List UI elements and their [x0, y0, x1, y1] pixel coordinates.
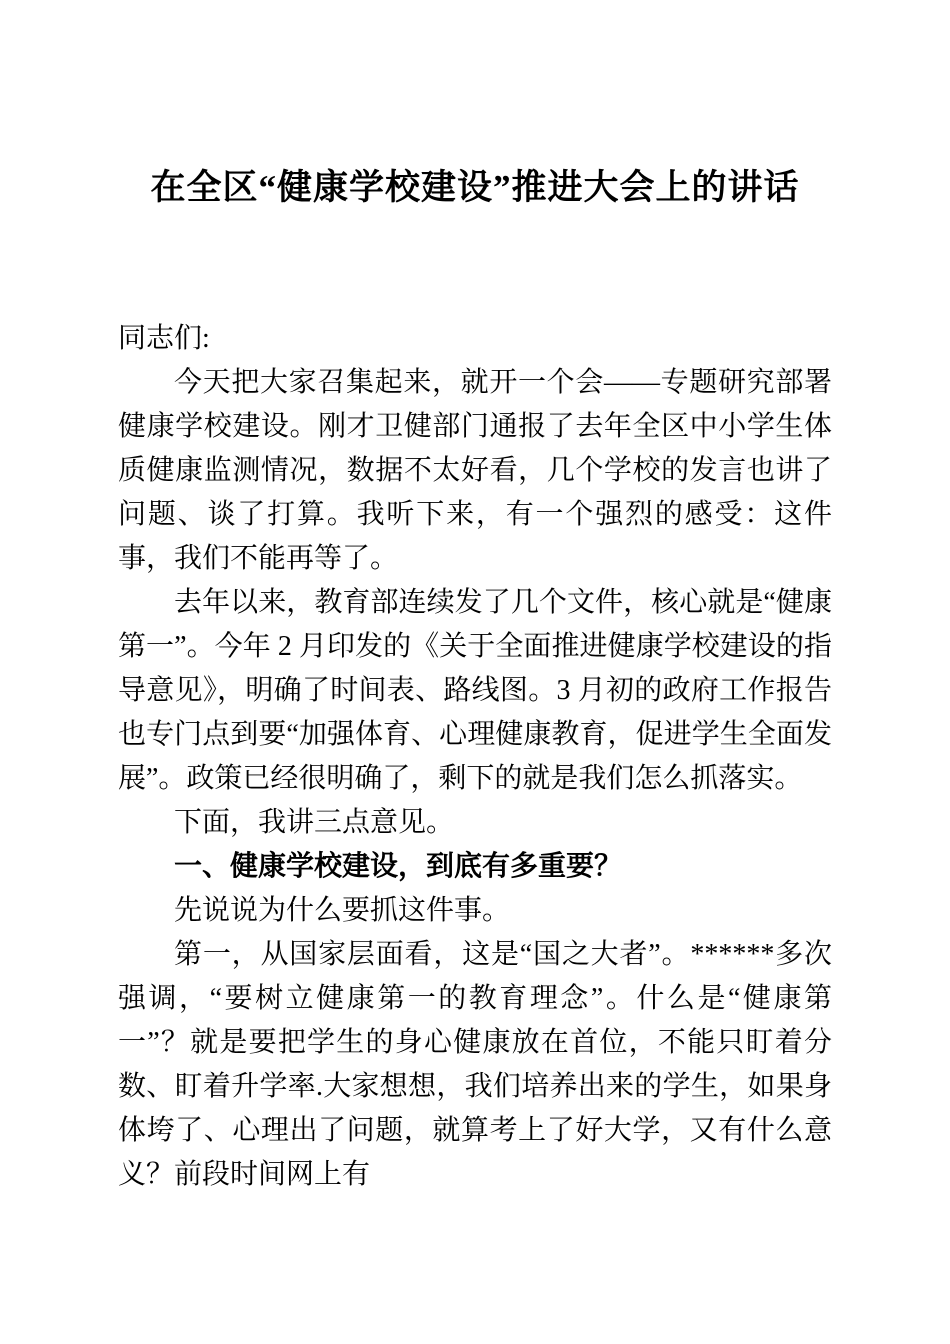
paragraph-first-point: 第一，从国家层面看，这是“国之大者”。******多次强调，“要树立健康第一的教育理念”。什么是“健康第一”？就是要把学生的身心健康放在首位，不能只盯着分数、盯着升学率.大家想想，我们培养出来的学生，如果身体垮了、心理出了问题，就算考上了好大学，又有什么意义？前段时间网上有: [118, 939, 832, 1190]
document-title: 在全区“健康学校建设”推进大会上的讲话: [150, 168, 800, 207]
document-body: [118, 317, 832, 1197]
paragraph-policy-background: 去年以来，教育部连续发了几个文件，核心就是“健康第一”。今年 2 月印发的《关于全面推进健康学校建设的指导意见》，明确了时间表、路线图。3 月初的政府工作报告也专门点到要“加强体育、心理健康教育，促进学生全面发展”。政策已经很明确了，剩下的就是我们怎么抓落实。: [118, 587, 832, 794]
paragraph-section-lead: 先说说为什么要抓这件事。: [174, 895, 511, 926]
paragraph-transition: 下面，我讲三点意见。: [174, 807, 455, 838]
paragraph-opening: 今天把大家召集起来，就开一个会——专题研究部署健康学校建设。刚才卫健部门通报了去年全区中小学生体质健康监测情况，数据不太好看，几个学校的发言也讲了问题、谈了打算。我听下来，有一个强烈的感受：这件事，我们不能再等了。: [118, 367, 832, 574]
section-heading-1: 一、健康学校建设，到底有多重要？: [174, 851, 623, 882]
salutation-line: 同志们:: [118, 323, 210, 354]
